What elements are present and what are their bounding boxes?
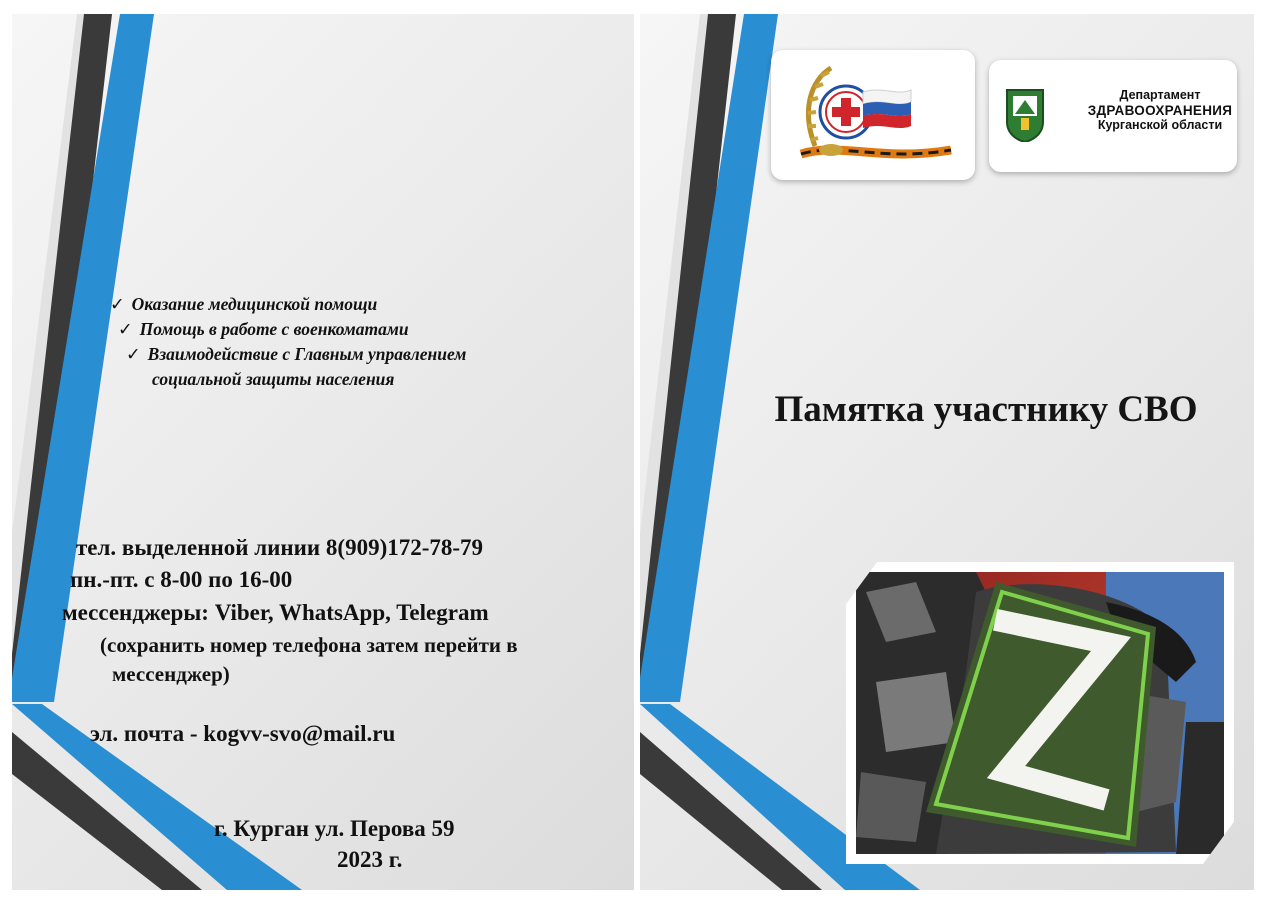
checkmark-icon: ✓ (118, 319, 133, 339)
messengers-line: мессенджеры: Viber, WhatsApp, Telegram (62, 600, 489, 625)
hospital-logo-card (771, 50, 975, 180)
department-name: Департамент ЗДРАВООХРАНЕНИЯ Курганской области (1087, 88, 1233, 132)
service-item-continuation: социальной защиты населения (152, 369, 395, 389)
hospital-emblem-icon (771, 50, 975, 180)
year-line: 2023 г. (337, 847, 403, 872)
front-cover-page (640, 14, 1254, 890)
coat-of-arms-icon (1005, 86, 1045, 142)
services-list (110, 292, 466, 392)
checkmark-icon: ✓ (110, 294, 125, 314)
save-note-line1: (сохранить номер телефона затем перейти в (100, 633, 518, 657)
email-line: эл. почта - kogvv-svo@mail.ru (90, 721, 396, 746)
service-item: ✓ Взаимодействие с Главным управлением (126, 344, 467, 364)
z-patch-image (856, 572, 1224, 854)
cover-title: Памятка участнику СВО (774, 389, 1198, 430)
decorative-stripes (12, 14, 634, 890)
working-hours: пн.-пт. с 8-00 по 16-00 (70, 567, 293, 592)
phone-line: тел. выделенной линии 8(909)172-78-79 (76, 535, 484, 560)
service-item: ✓ Оказание медицинской помощи (110, 294, 378, 314)
service-item: ✓ Помощь в работе с военкоматами (118, 319, 409, 339)
health-department-logo-card (989, 60, 1237, 172)
address-line: г. Курган ул. Перова 59 (214, 816, 455, 841)
save-note-line2: мессенджер) (112, 662, 230, 686)
checkmark-icon: ✓ (126, 344, 141, 364)
back-cover-page (12, 14, 634, 890)
z-patch-photo (846, 562, 1234, 864)
